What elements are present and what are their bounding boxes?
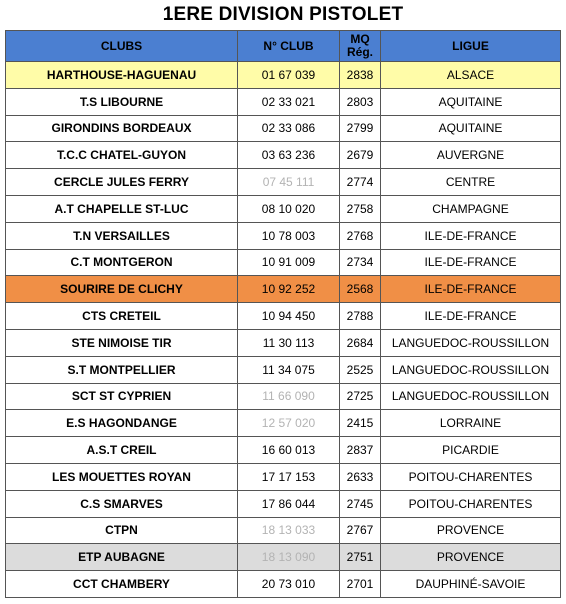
mq-reg-cell: 2788 [340,303,381,330]
club-number-cell: 18 13 033 [238,517,340,544]
table-row [6,249,561,276]
mq-reg-cell: 2525 [340,356,381,383]
mq-reg-cell: 2701 [340,571,381,598]
ligue-cell: ILE-DE-FRANCE [381,303,561,330]
table-row [6,437,561,464]
club-name-cell: CERCLE JULES FERRY [6,169,238,196]
club-name-cell: C.T MONTGERON [6,249,238,276]
mq-reg-cell: 2415 [340,410,381,437]
club-name-cell: CCT CHAMBERY [6,571,238,598]
ligue-cell: CENTRE [381,169,561,196]
ligue-cell: ILE-DE-FRANCE [381,276,561,303]
mq-reg-cell: 2751 [340,544,381,571]
club-number-cell: 11 34 075 [238,356,340,383]
club-name-cell: T.S LIBOURNE [6,88,238,115]
mq-reg-cell: 2799 [340,115,381,142]
club-number-cell: 02 33 086 [238,115,340,142]
club-number-cell: 11 66 090 [238,383,340,410]
page-title: 1ERE DIVISION PISTOLET [162,4,404,25]
clubs-table [5,30,561,598]
club-number-cell: 10 91 009 [238,249,340,276]
header-row [6,31,561,62]
club-number-cell: 17 17 153 [238,463,340,490]
club-number-cell: 10 94 450 [238,303,340,330]
club-number-cell: 16 60 013 [238,437,340,464]
table-header [6,31,561,62]
ligue-cell: LANGUEDOC-ROUSSILLON [381,356,561,383]
mq-reg-cell: 2734 [340,249,381,276]
table-row [6,329,561,356]
table-row [6,303,561,330]
table-row [6,383,561,410]
mq-reg-cell: 2837 [340,437,381,464]
ligue-cell: AQUITAINE [381,88,561,115]
mq-reg-cell: 2774 [340,169,381,196]
ligue-cell: DAUPHINÉ-SAVOIE [381,571,561,598]
table-row [6,222,561,249]
club-number-cell: 12 57 020 [238,410,340,437]
table-row [6,571,561,598]
club-name-cell: SOURIRE DE CLICHY [6,276,238,303]
club-number-cell: 10 92 252 [238,276,340,303]
mq-reg-cell: 2745 [340,490,381,517]
ligue-cell: ILE-DE-FRANCE [381,249,561,276]
ligue-cell: AQUITAINE [381,115,561,142]
club-number-cell: 02 33 021 [238,88,340,115]
table-row [6,410,561,437]
ligue-cell: LANGUEDOC-ROUSSILLON [381,329,561,356]
table-row [6,142,561,169]
club-name-cell: STE NIMOISE TIR [6,329,238,356]
club-name-cell: C.S SMARVES [6,490,238,517]
club-name-cell: T.C.C CHATEL-GUYON [6,142,238,169]
ligue-cell: POITOU-CHARENTES [381,463,561,490]
ligue-cell: ILE-DE-FRANCE [381,222,561,249]
table-body [6,62,561,598]
club-name-cell: S.T MONTPELLIER [6,356,238,383]
mq-reg-cell: 2679 [340,142,381,169]
club-name-cell: A.T CHAPELLE ST-LUC [6,195,238,222]
club-number-cell: 11 30 113 [238,329,340,356]
ligue-cell: PICARDIE [381,437,561,464]
table-row [6,463,561,490]
ligue-cell: AUVERGNE [381,142,561,169]
club-name-cell: CTS CRETEIL [6,303,238,330]
mq-reg-cell: 2758 [340,195,381,222]
table-row [6,115,561,142]
table-row [6,88,561,115]
table-row [6,62,561,89]
mq-reg-cell: 2725 [340,383,381,410]
club-name-cell: A.S.T CREIL [6,437,238,464]
club-number-cell: 20 73 010 [238,571,340,598]
mq-reg-cell: 2684 [340,329,381,356]
ligue-cell: PROVENCE [381,544,561,571]
ligue-cell: LORRAINE [381,410,561,437]
mq-reg-cell: 2838 [340,62,381,89]
table-row [6,356,561,383]
mq-reg-cell: 2633 [340,463,381,490]
club-name-cell: CTPN [6,517,238,544]
header-num-club: N° CLUB [238,31,340,62]
table-row [6,490,561,517]
table-row [6,276,561,303]
header-clubs: CLUBS [6,31,238,62]
table-row [6,544,561,571]
club-name-cell: HARTHOUSE-HAGUENAU [6,62,238,89]
ligue-cell: CHAMPAGNE [381,195,561,222]
club-name-cell: GIRONDINS BORDEAUX [6,115,238,142]
club-number-cell: 07 45 111 [238,169,340,196]
ligue-cell: ALSACE [381,62,561,89]
ligue-cell: POITOU-CHARENTES [381,490,561,517]
club-name-cell: SCT ST CYPRIEN [6,383,238,410]
header-mq-line1: MQ [350,32,370,46]
table-row [6,169,561,196]
ligue-cell: PROVENCE [381,517,561,544]
club-number-cell: 01 67 039 [238,62,340,89]
mq-reg-cell: 2803 [340,88,381,115]
header-ligue: LIGUE [381,31,561,62]
mq-reg-cell: 2568 [340,276,381,303]
mq-reg-cell: 2768 [340,222,381,249]
club-number-cell: 10 78 003 [238,222,340,249]
table-row [6,517,561,544]
club-name-cell: E.S HAGONDANGE [6,410,238,437]
club-name-cell: ETP AUBAGNE [6,544,238,571]
club-number-cell: 18 13 090 [238,544,340,571]
club-number-cell: 08 10 020 [238,195,340,222]
club-number-cell: 17 86 044 [238,490,340,517]
table-row [6,195,561,222]
mq-reg-cell: 2767 [340,517,381,544]
club-name-cell: LES MOUETTES ROYAN [6,463,238,490]
header-mq [340,31,381,62]
club-number-cell: 03 63 236 [238,142,340,169]
club-name-cell: T.N VERSAILLES [6,222,238,249]
header-mq-line2: Rég. [346,45,373,59]
ligue-cell: LANGUEDOC-ROUSSILLON [381,383,561,410]
